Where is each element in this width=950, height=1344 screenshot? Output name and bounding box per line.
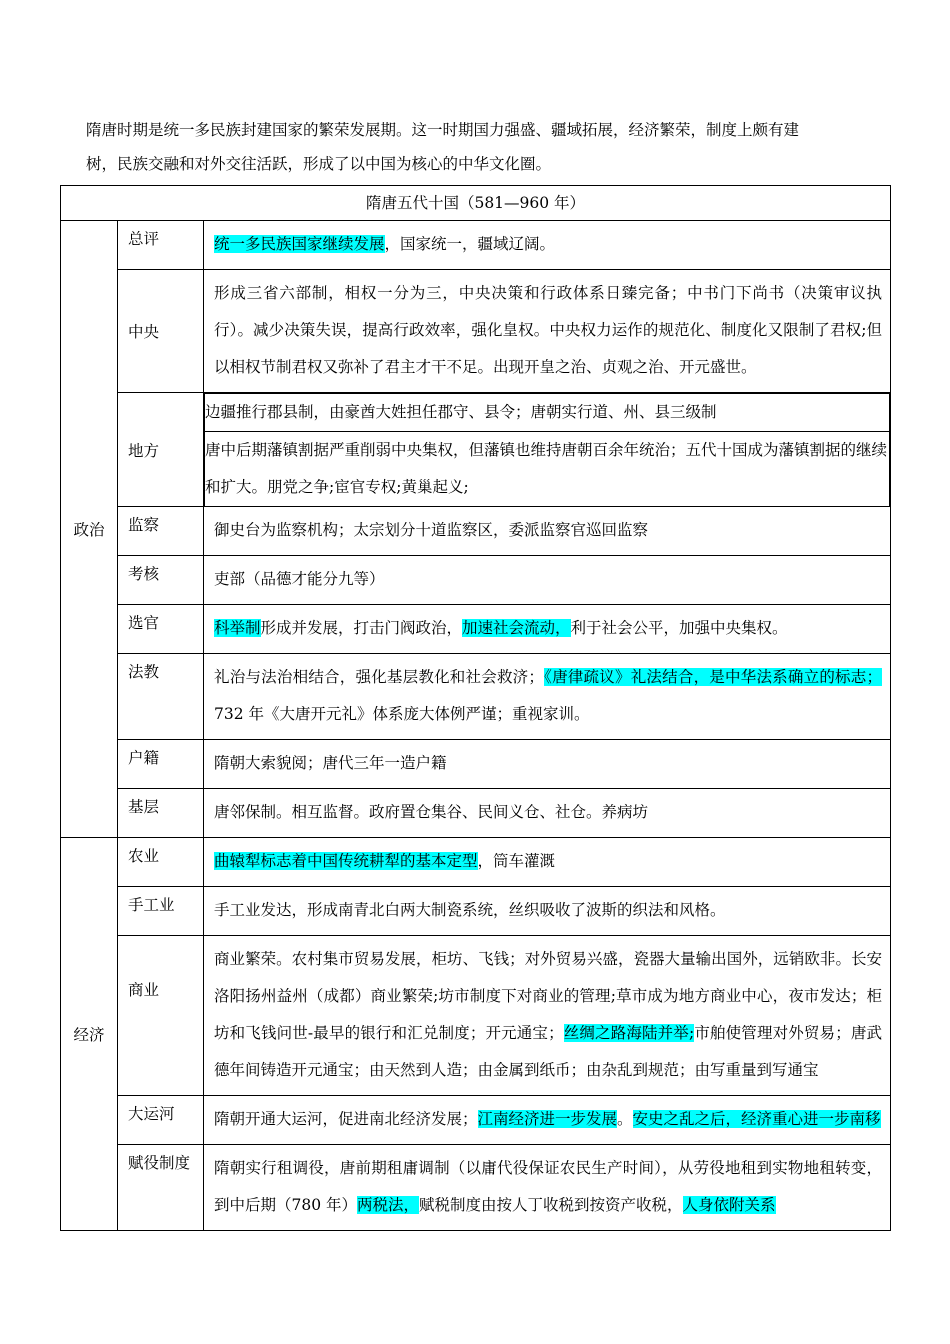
content-text: 隋朝开通大运河，促进南北经济发展；: [214, 1110, 478, 1128]
category-politics: 政治: [61, 221, 118, 838]
row-label-fuyi: 赋役制度: [118, 1145, 204, 1231]
content-text: 商业繁荣。农村集市贸易发展，柜坊、飞钱；对外贸易兴盛，瓷器大量输出国外，远销欧非。长安洛阳扬州益州（成都）商业繁荣;坊市制度下对商业的管理;草市成为地方商业中心，夜市发达；柜坊和飞钱问世-最早的银行和汇兑制度；开元通宝；: [214, 950, 883, 1042]
content-text: 形成并发展，打击门阀政治，: [260, 619, 463, 637]
table-row: [61, 838, 891, 887]
content-text: 市舶使管理对外贸易；唐武德年间铸造开元通宝；由天然到人造；由金属到纸币；由杂乱到规范；由写重量到写通宝: [214, 1024, 883, 1079]
intro-line-1: 隋唐时期是统一多民族封建国家的繁荣发展期。这一时期国力强盛、疆域拓展，经济繁荣，制度上颇有建: [86, 121, 800, 139]
row-content-kaohe: 吏部（品德才能分九等）: [204, 556, 891, 605]
row-label-huji: 户籍: [118, 740, 204, 789]
content-text: 隋朝实行租调役，唐前期租庸调制（以庸代役保证农民生产时间），从劳役地租到实物地租转变，到中后期（780 年）: [214, 1159, 883, 1214]
difang-content-2: 唐中后期藩镇割据严重削弱中央集权，但藩镇也维持唐朝百余年统治；五代十国成为藩镇割据的继续和扩大。朋党之争;宦官专权;黄巢起义;: [205, 432, 890, 507]
difang-content-1: 边疆推行郡县制，由豪酋大姓担任郡守、县令；唐朝实行道、州、县三级制: [205, 394, 890, 432]
highlight: 统一多民族国家继续发展: [214, 235, 385, 253]
content-text: 利于社会公平，加强中央集权。: [570, 619, 788, 637]
content-text: ，国家统一，疆域辽阔。: [384, 235, 556, 253]
table-title-row: [61, 186, 891, 221]
highlight: 安史之乱之后，经济重心进一步南移: [632, 1110, 881, 1128]
row-content-zhongyang: 形成三省六部制，相权一分为三，中央决策和行政体系日臻完备；中书门下尚书（决策审议执行）。减少决策失误，提高行政效率，强化皇权。中央权力运作的规范化、制度化又限制了君权;但以相权节制君权又弥补了君主才干不足。出现开皇之治、贞观之治、开元盛世。: [204, 270, 891, 393]
highlight: 丝绸之路海陆并举;: [563, 1024, 695, 1042]
row-content-jiancha: 御史台为监察机构；太宗划分十道监察区，委派监察官巡回监察: [204, 507, 891, 556]
intro-paragraph: [86, 113, 878, 181]
row-label-jiancha: 监察: [118, 507, 204, 556]
table-row: [61, 887, 891, 936]
table-row: [61, 605, 891, 654]
table-row: [61, 393, 891, 507]
row-content-zongping: [204, 221, 891, 270]
row-content-nongye: [204, 838, 891, 887]
row-label-xuanguan: 选官: [118, 605, 204, 654]
category-economy: 经济: [61, 838, 118, 1231]
table-row: [61, 740, 891, 789]
row-label-zongping: 总评: [118, 221, 204, 270]
table-title: 隋唐五代十国（581—960 年）: [61, 186, 891, 221]
content-text: 礼治与法治相结合，强化基层教化和社会救济；: [214, 668, 544, 686]
table-row: [61, 789, 891, 838]
highlight: 江南经济进一步发展: [477, 1110, 618, 1128]
row-content-huji: 隋朝大索貌阅；唐代三年一造户籍: [204, 740, 891, 789]
row-content-fuyi: [204, 1145, 891, 1231]
intro-line-2: 树，民族交融和对外交往活跃，形成了以中国为核心的中华文化圈。: [86, 155, 552, 173]
content-text: ，筒车灌溉: [477, 852, 556, 870]
table-row: [61, 556, 891, 605]
row-content-difang: [204, 393, 891, 507]
row-label-difang: 地方: [118, 393, 204, 507]
table-row: [61, 221, 891, 270]
row-label-shangye: 商业: [118, 936, 204, 1096]
row-content-xuanguan: [204, 605, 891, 654]
highlight: 两税法，: [357, 1196, 420, 1214]
table-row: [61, 1145, 891, 1231]
content-text: 赋税制度由按人丁收税到按资产收税，: [419, 1196, 683, 1214]
highlight: 曲辕犁标志着中国传统耕犁的基本定型: [214, 852, 478, 870]
table-row: [61, 270, 891, 393]
row-content-shangye: [204, 936, 891, 1096]
content-text: 。: [617, 1110, 633, 1128]
table-row: [61, 654, 891, 740]
row-label-jiceng: 基层: [118, 789, 204, 838]
difang-inner-table: [204, 393, 890, 506]
row-label-nongye: 农业: [118, 838, 204, 887]
row-content-jiceng: 唐邻保制。相互监督。政府置仓集谷、民间义仓、社仓。养病坊: [204, 789, 891, 838]
highlight: 加速社会流动，: [462, 619, 571, 637]
row-content-dayunhe: [204, 1096, 891, 1145]
row-content-fajiao: [204, 654, 891, 740]
row-label-shougongye: 手工业: [118, 887, 204, 936]
highlight: 《唐律疏议》礼法结合，是中华法系确立的标志；: [543, 668, 883, 686]
row-content-shougongye: 手工业发达，形成南青北白两大制瓷系统，丝织吸收了波斯的织法和风格。: [204, 887, 891, 936]
content-text: 732 年《大唐开元礼》体系庞大体例严谨；重视家训。: [214, 705, 590, 723]
table-row: [61, 507, 891, 556]
table-row: [61, 1096, 891, 1145]
history-table: [60, 185, 891, 1231]
row-label-kaohe: 考核: [118, 556, 204, 605]
table-row: [61, 936, 891, 1096]
row-label-zhongyang: 中央: [118, 270, 204, 393]
highlight: 人身依附关系: [682, 1196, 776, 1214]
highlight: 科举制: [214, 619, 261, 637]
row-label-dayunhe: 大运河: [118, 1096, 204, 1145]
row-label-fajiao: 法教: [118, 654, 204, 740]
